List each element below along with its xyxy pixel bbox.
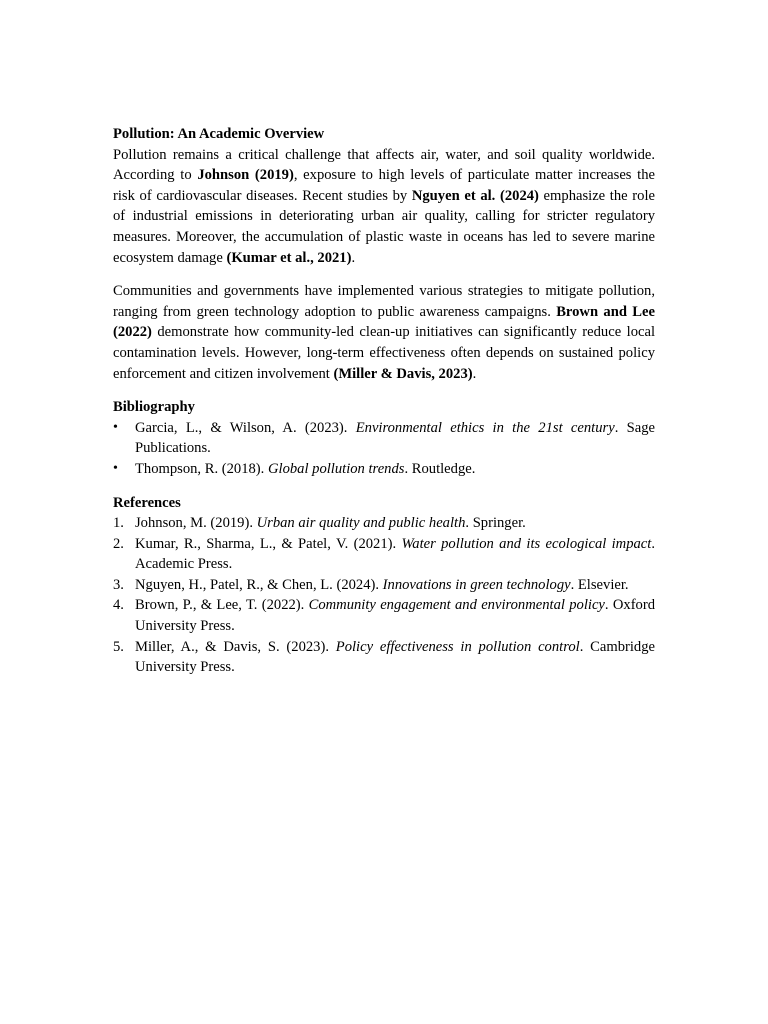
entry-title: Urban air quality and public health xyxy=(256,515,466,532)
entry-text: Nguyen, H., Patel, R., & Chen, L. (2024). xyxy=(135,576,383,593)
entry-title: Policy effectiveness in pollution control xyxy=(335,638,580,655)
paragraph-text: emphasize the role of industrial emissions in deteriorating urban air quality, calling for stricter regulatory measures. Moreover, the accumulation of plastic waste in oceans has led to severe marine ecosystem damage xyxy=(113,187,655,266)
entry-title: Environmental ethics in the 21st century xyxy=(355,419,615,436)
document-title: Pollution: An Academic Overview xyxy=(113,126,325,142)
entry-title: Community engagement and environmental policy xyxy=(308,597,605,614)
entry-title: Innovations in green technology xyxy=(382,576,571,593)
entry-text: Kumar, R., Sharma, L., & Patel, V. (2021). xyxy=(135,535,402,552)
strategies-paragraph xyxy=(113,281,655,384)
citation-miller-davis: (Miller & Davis, 2023) xyxy=(333,365,473,382)
list-item xyxy=(113,459,655,480)
paragraph-text: , exposure to high levels of particulate matter increases the risk of cardiovascular diseases. Recent studies by xyxy=(113,167,655,204)
paragraph-text: . xyxy=(472,365,477,382)
citation-kumar: (Kumar et al., 2021) xyxy=(226,249,352,266)
document-page xyxy=(113,124,655,691)
bibliography-heading: Bibliography xyxy=(113,399,195,416)
paragraph-text: demonstrate how community-led clean-up initiatives can significantly reduce local contamination levels. However, long-term effectiveness often depends on sustained policy enforcement and citizen involvement xyxy=(113,324,655,382)
entry-title: Water pollution and its ecological impact xyxy=(401,535,652,552)
bullet-icon: • xyxy=(113,419,118,435)
entry-text: Miller, A., & Davis, S. (2023). xyxy=(135,638,336,655)
entry-text: Thompson, R. (2018). xyxy=(135,460,268,477)
entry-text: . Elsevier. xyxy=(570,576,629,593)
entry-text: . Routledge. xyxy=(404,460,476,477)
bibliography-list xyxy=(113,418,655,480)
entry-text: . Springer. xyxy=(465,515,526,532)
entry-text: Garcia, L., & Wilson, A. (2023). xyxy=(135,419,356,436)
entry-text: Brown, P., & Lee, T. (2022). xyxy=(135,597,309,614)
entry-text: Johnson, M. (2019). xyxy=(135,515,257,532)
bullet-icon: • xyxy=(113,460,118,476)
intro-paragraph xyxy=(113,145,655,269)
entry-text: . Academic Press. xyxy=(135,535,655,573)
paragraph-text: . xyxy=(351,249,356,266)
list-number: 4. xyxy=(113,597,124,614)
list-number: 1. xyxy=(113,515,124,532)
list-number: 2. xyxy=(113,535,124,552)
citation-nguyen: Nguyen et al. (2024) xyxy=(411,187,539,204)
entry-text: . Cambridge University Press. xyxy=(135,638,655,676)
entry-title: Global pollution trends xyxy=(267,460,405,477)
citation-johnson: Johnson (2019) xyxy=(197,167,294,184)
paragraph-text: Communities and governments have implemented various strategies to mitigate pollution, ranging from green technology adoption to public awareness campaigns. xyxy=(113,283,655,320)
references-list xyxy=(113,513,655,678)
entry-text: . Sage Publications. xyxy=(135,419,655,457)
paragraph-text: Pollution remains a critical challenge that affects air, water, and soil quality worldwide. According to xyxy=(113,146,655,184)
list-item xyxy=(113,534,655,575)
citation-brown-lee: Brown and Lee (2022) xyxy=(113,303,655,341)
list-item xyxy=(113,513,655,534)
list-number: 3. xyxy=(113,576,124,593)
references-heading: References xyxy=(113,494,181,511)
list-number: 5. xyxy=(113,638,124,655)
list-item xyxy=(113,637,655,678)
entry-text: . Oxford University Press. xyxy=(135,597,656,635)
list-item xyxy=(113,595,655,636)
list-item xyxy=(113,418,655,459)
list-item xyxy=(113,575,655,596)
